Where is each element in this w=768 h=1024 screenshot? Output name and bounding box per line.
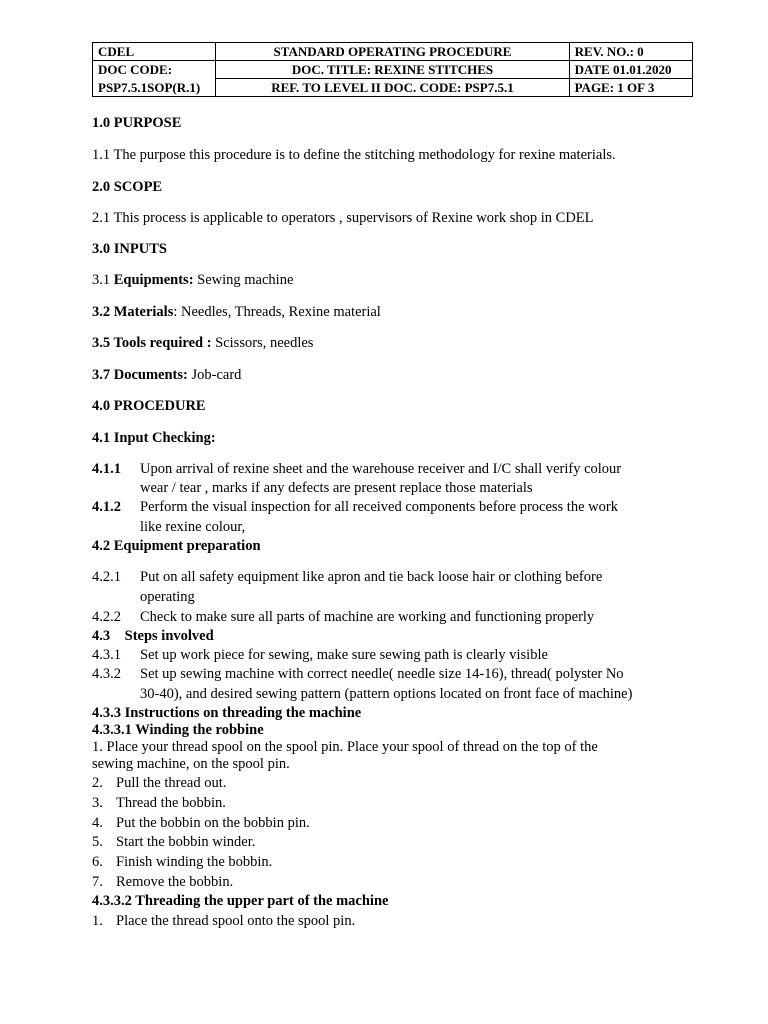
input-label: 3.5 Tools required : (92, 335, 212, 351)
input-materials (92, 304, 381, 321)
doc-title-cell: DOC. TITLE: REXINE STITCHES (216, 61, 569, 79)
list-item: Start the bobbin winder. (116, 834, 256, 851)
input-checking-heading: 4.1 Input Checking: (92, 430, 216, 446)
input-value: Job-card (187, 367, 242, 383)
step-text: Set up sewing machine with correct needle( needle size 14-16), thread( polyster No (140, 666, 624, 682)
step-number: 4.1.2 (92, 499, 121, 515)
input-tools (92, 335, 313, 352)
list-item: Place the thread spool onto the spool pin. (116, 913, 356, 929)
list-item: Remove the bobbin. (116, 874, 234, 890)
page-number-cell: PAGE: 1 OF 3 (569, 79, 692, 97)
step-text: wear / tear , marks if any defects are present replace those materials (140, 480, 533, 496)
list-item: 1. Place your thread spool on the spool pin. Place your spool of thread on the top of the (92, 739, 598, 755)
step-text: Check to make sure all parts of machine are working and functioning properly (140, 609, 595, 625)
list-item: Put the bobbin on the bobbin pin. (116, 814, 310, 831)
steps-involved-heading: 4.3 Steps involved (92, 628, 214, 644)
step-number: 4.3.1 (92, 647, 121, 663)
input-value: : Needles, Threads, Rexine material (173, 304, 381, 320)
header-row (93, 43, 693, 61)
step-text: Perform the visual inspection for all received components before process the work (140, 499, 618, 515)
list-number: 2. (92, 775, 103, 791)
ref-doc-code-cell: REF. TO LEVEL II DOC. CODE: PSP7.5.1 (216, 79, 569, 97)
doc-code-label-cell: DOC CODE: (93, 61, 216, 79)
step-number: 4.2.2 (92, 609, 121, 625)
company-cell: CDEL (93, 43, 216, 61)
step-text: 30-40), and desired sewing pattern (pattern options located on front face of machine) (140, 686, 633, 702)
step-text: Upon arrival of rexine sheet and the warehouse receiver and I/C shall verify colour (140, 461, 622, 477)
input-num: 3.1 (92, 272, 114, 288)
list-number: 6. (92, 854, 103, 871)
list-item: Thread the bobbin. (116, 794, 226, 811)
step-number: 4.2.1 (92, 569, 121, 585)
scope-heading: 2.0 SCOPE (92, 179, 163, 195)
sop-title-cell: STANDARD OPERATING PROCEDURE (216, 43, 569, 61)
list-number: 7. (92, 874, 103, 890)
equipment-prep-heading: 4.2 Equipment preparation (92, 538, 261, 554)
scope-text: 2.1 This process is applicable to operators , supervisors of Rexine work shop in CDEL (92, 210, 594, 226)
rev-no-cell: REV. NO.: 0 (569, 43, 692, 61)
list-number: 5. (92, 834, 103, 851)
procedure-heading: 4.0 PROCEDURE (92, 398, 206, 414)
step-text: like rexine colour, (140, 519, 246, 535)
date-cell: DATE 01.01.2020 (569, 61, 692, 79)
input-value: Sewing machine (193, 272, 294, 288)
list-number: 4. (92, 814, 103, 831)
input-equipments (92, 272, 293, 289)
input-label: 3.2 Materials (92, 304, 174, 320)
list-item: Finish winding the bobbin. (116, 854, 273, 871)
input-label: Equipments: (113, 272, 194, 288)
winding-heading: 4.3.3.1 Winding the robbine (92, 722, 264, 738)
input-value: Scissors, needles (211, 335, 314, 351)
inputs-heading: 3.0 INPUTS (92, 241, 167, 257)
doc-code-value-cell: PSP7.5.1SOP(R.1) (93, 79, 216, 97)
threading-instructions-heading: 4.3.3 Instructions on threading the machine (92, 705, 362, 721)
input-documents (92, 367, 241, 384)
input-label: 3.7 Documents: (92, 367, 188, 383)
step-number: 4.3.2 (92, 666, 121, 682)
list-number: 3. (92, 794, 103, 811)
step-number: 4.1.1 (92, 461, 121, 477)
step-text: operating (140, 589, 195, 605)
header-row (93, 79, 693, 97)
list-item: Pull the thread out. (116, 775, 227, 791)
list-number: 1. (92, 913, 103, 929)
purpose-text: 1.1 The purpose this procedure is to define the stitching methodology for rexine materials. (92, 147, 616, 163)
purpose-heading: 1.0 PURPOSE (92, 115, 182, 131)
header-table (92, 42, 693, 97)
header-row (93, 61, 693, 79)
step-text: Put on all safety equipment like apron and tie back loose hair or clothing before (140, 569, 603, 585)
threading-upper-heading: 4.3.3.2 Threading the upper part of the machine (92, 893, 389, 909)
step-text: Set up work piece for sewing, make sure sewing path is clearly visible (140, 647, 548, 663)
list-item: sewing machine, on the spool pin. (92, 756, 290, 772)
